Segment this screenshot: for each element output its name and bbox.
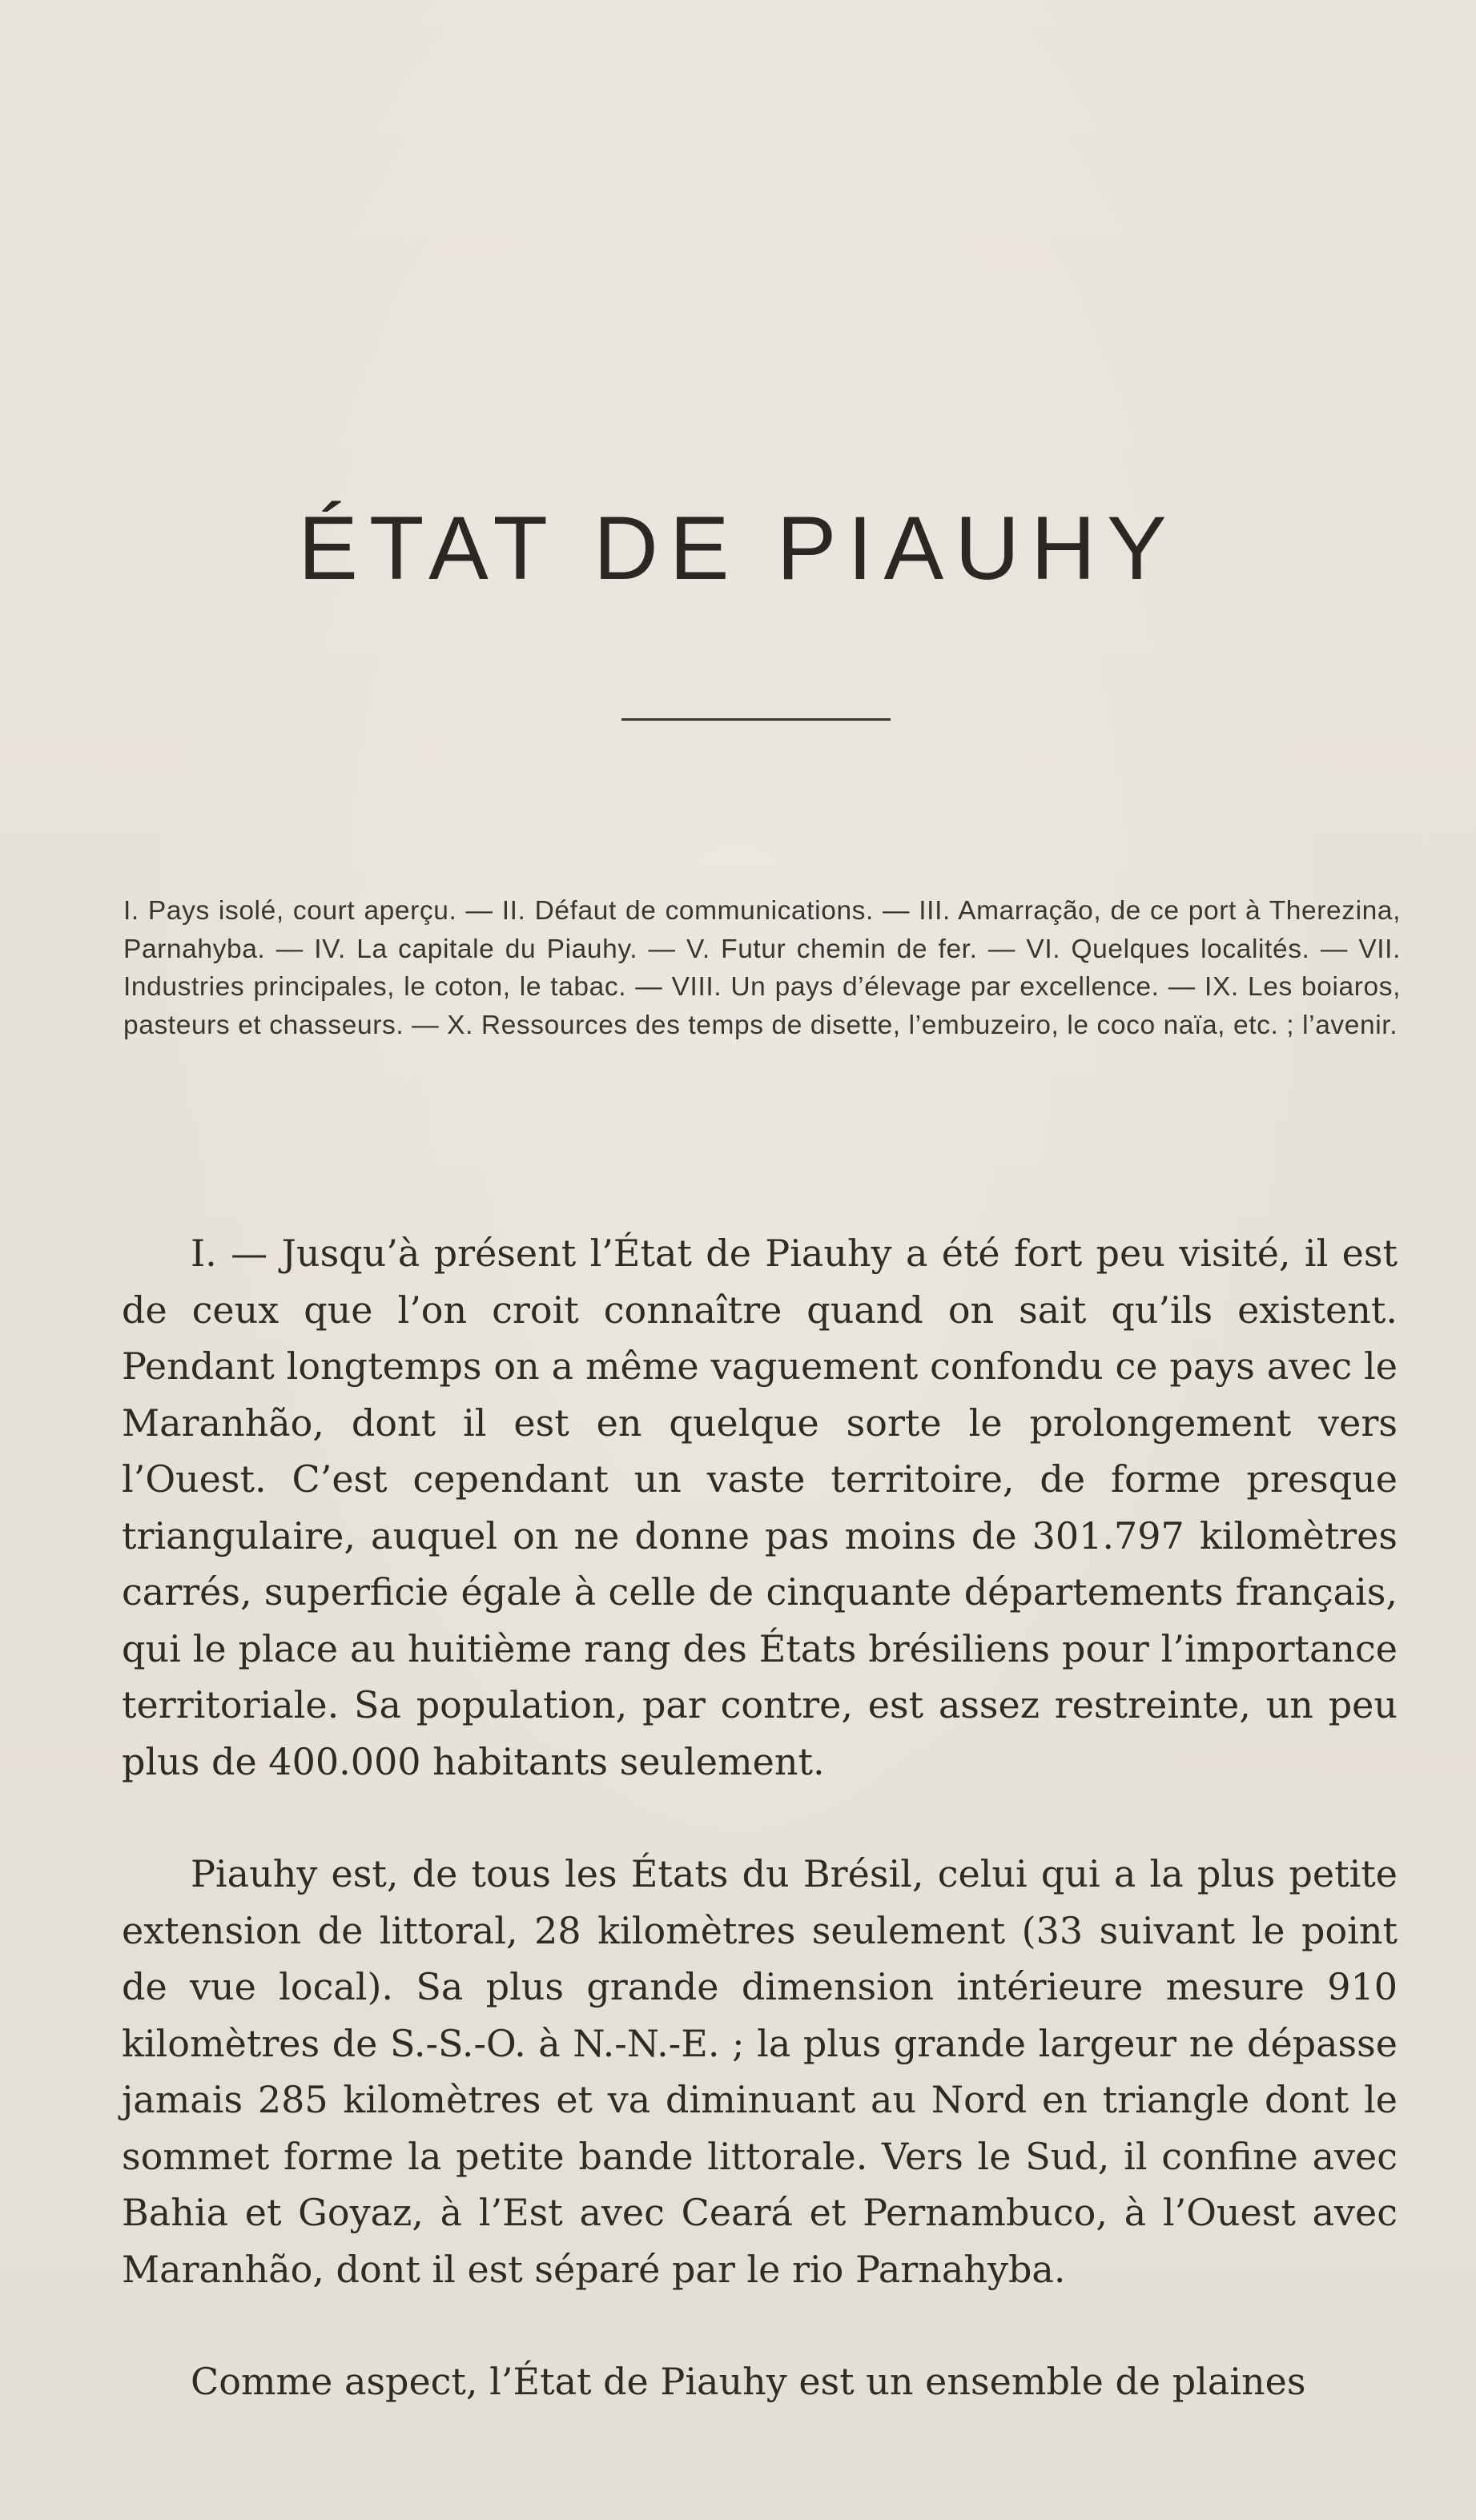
chapter-title: ÉTAT DE PIAUHY <box>298 498 1178 598</box>
chapter-summary: I. Pays isolé, court aperçu. — II. Défaut de communications. — III. Amarração, de ce port à Therezina, Parnahyba. — IV. La capitale du Piauhy. — V. Futur chemin de fer. — VI. Quelques localités. — VII. Industries principales, le coton, le tabac. — VIII. Un pays d’élevage par excellence. — IX. Les boiaros, pasteurs et chasseurs. — X. Ressources des temps de disette, l’embuzeiro, le coco naïa, etc. ; l’avenir. <box>123 896 1401 1040</box>
body-paragraph-1: I. — Jusqu’à présent l’État de Piauhy a été fort peu visité, il est de ceux que l’on croit connaître quand on sait qu’ils existent. Pendant longtemps on a même vaguement confondu ce pays avec le Maranhão, dont il est en quelque sorte le prolongement vers l’Ouest. C’est cependant un vaste territoire, de forme presque triangulaire, auquel on ne donne pas moins de 301.797 kilomètres carrés, superficie égale à celle de cinquante départements français, qui le place au huitième rang des États brésiliens pour l’importance territoriale. Sa population, par contre, est assez restreinte, un peu plus de 400.000 habitants seulement. <box>122 1232 1398 1783</box>
body-paragraph-2: Piauhy est, de tous les États du Brésil, celui qui a la plus petite extension de littoral, 28 kilomètres seulement (33 suivant le point de vue local). Sa plus grande dimension intérieure mesure 910 kilomètres de S.-S.-O. à N.-N.-E. ; la plus grande largeur ne dépasse jamais 285 kilomètres et va diminuant au Nord en triangle dont le sommet forme la petite bande littorale. Vers le Sud, il confine avec Bahia et Goyaz, à l’Est avec Ceará et Pernambuco, à l’Ouest avec Maranhão, dont il est séparé par le rio Parnahyba. <box>122 1852 1398 2291</box>
body-paragraph-3: Comme aspect, l’État de Piauhy est un ensemble de plaines <box>191 2360 1306 2403</box>
title-divider <box>621 718 891 721</box>
